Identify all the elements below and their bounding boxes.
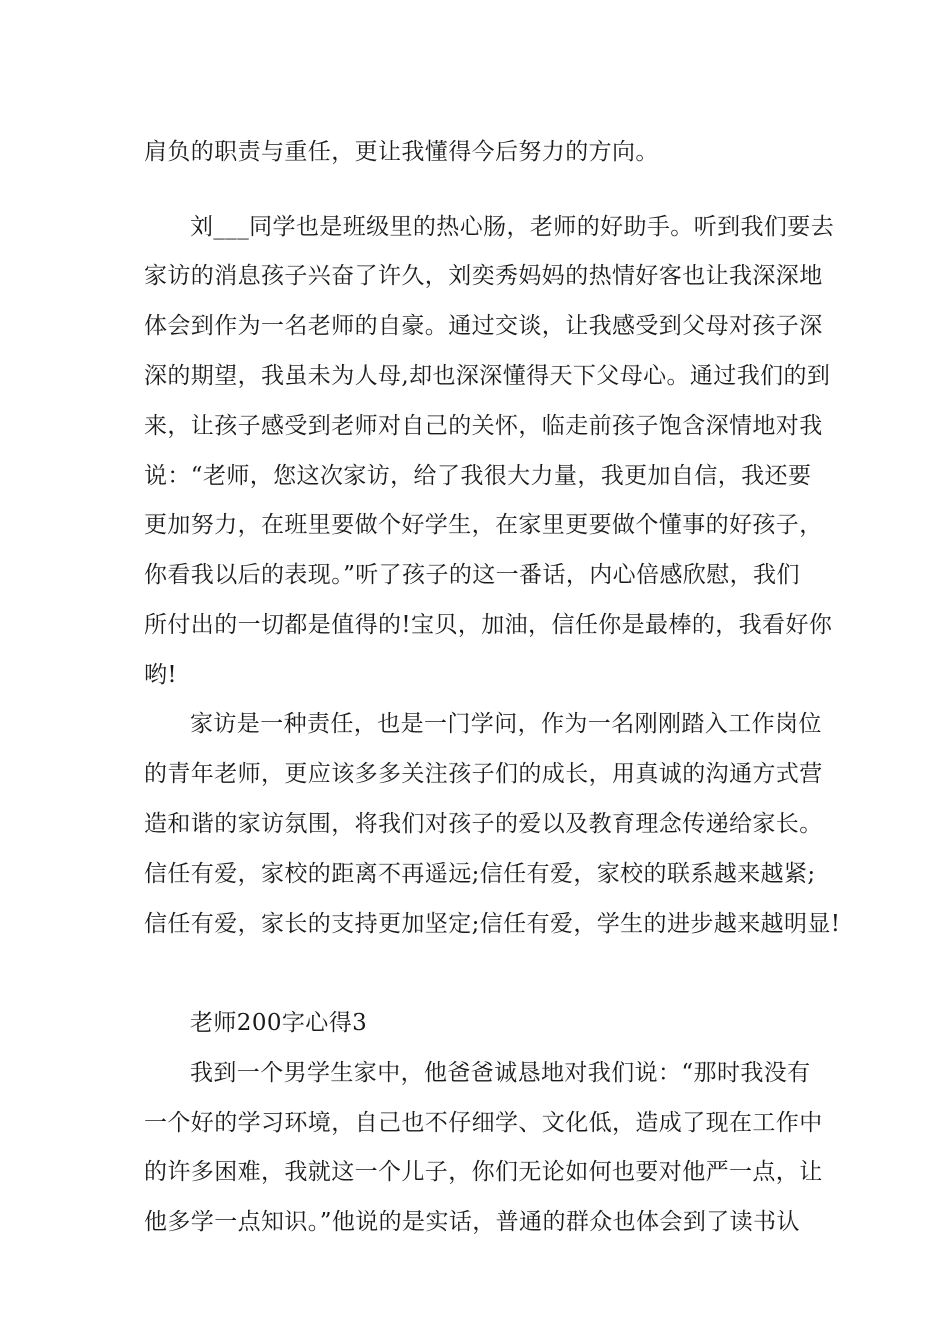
text-line: 来，让孩子感受到老师对自己的关怀，临走前孩子饱含深情地对我: [144, 413, 823, 439]
text-line: 家访的消息孩子兴奋了许久，刘奕秀妈妈的热情好客也让我深深地: [144, 263, 823, 289]
text-line: 肩负的职责与重任，更让我懂得今后努力的方向。: [144, 139, 659, 165]
text-line: 我到一个男学生家中，他爸爸诚恳地对我们说：“那时我没有: [190, 1060, 811, 1086]
text-line: 体会到作为一名老师的自豪。通过交谈，让我感受到父母对孩子深: [144, 313, 823, 339]
text-line: 说：“老师，您这次家访，给了我很大力量，我更加自信，我还要: [144, 463, 812, 489]
text-line: 刘___同学也是班级里的热心肠，老师的好助手。听到我们要去: [190, 214, 835, 240]
text-line: 造和谐的家访氛围，将我们对孩子的爱以及教育理念传递给家长。: [144, 811, 823, 837]
text-line: 你看我以后的表现。”听了孩子的这一番话，内心倍感欣慰，我们: [144, 562, 800, 588]
text-line: 更加努力，在班里要做个好学生，在家里更要做个懂事的好孩子，: [144, 512, 823, 538]
text-line: 的许多困难，我就这一个儿子，你们无论如何也要对他严一点，让: [144, 1159, 823, 1185]
text-line: 所付出的一切都是值得的!宝贝，加油，信任你是最棒的，我看好你: [144, 612, 833, 638]
text-line: 家访是一种责任，也是一门学问，作为一名刚刚踏入工作岗位: [190, 711, 822, 737]
text-line: 深的期望，我虽未为人母,却也深深懂得天下父母心。通过我们的到: [144, 363, 831, 389]
text-line: 信任有爱，家校的距离不再遥远;信任有爱，家校的联系越来越紧;: [144, 861, 816, 887]
text-line: 哟!: [144, 662, 178, 688]
text-line: 他多学一点知识。”他说的是实话，普通的群众也体会到了读书认: [144, 1209, 800, 1235]
text-line: 信任有爱，家长的支持更加坚定;信任有爱，学生的进步越来越明显!: [144, 911, 841, 937]
section-heading: 老师200字心得3: [190, 1010, 368, 1036]
text-line: 的青年老师，更应该多多关注孩子们的成长，用真诚的沟通方式营: [144, 761, 823, 787]
text-line: 一个好的学习环境，自己也不仔细学、文化低，造成了现在工作中: [144, 1110, 823, 1136]
